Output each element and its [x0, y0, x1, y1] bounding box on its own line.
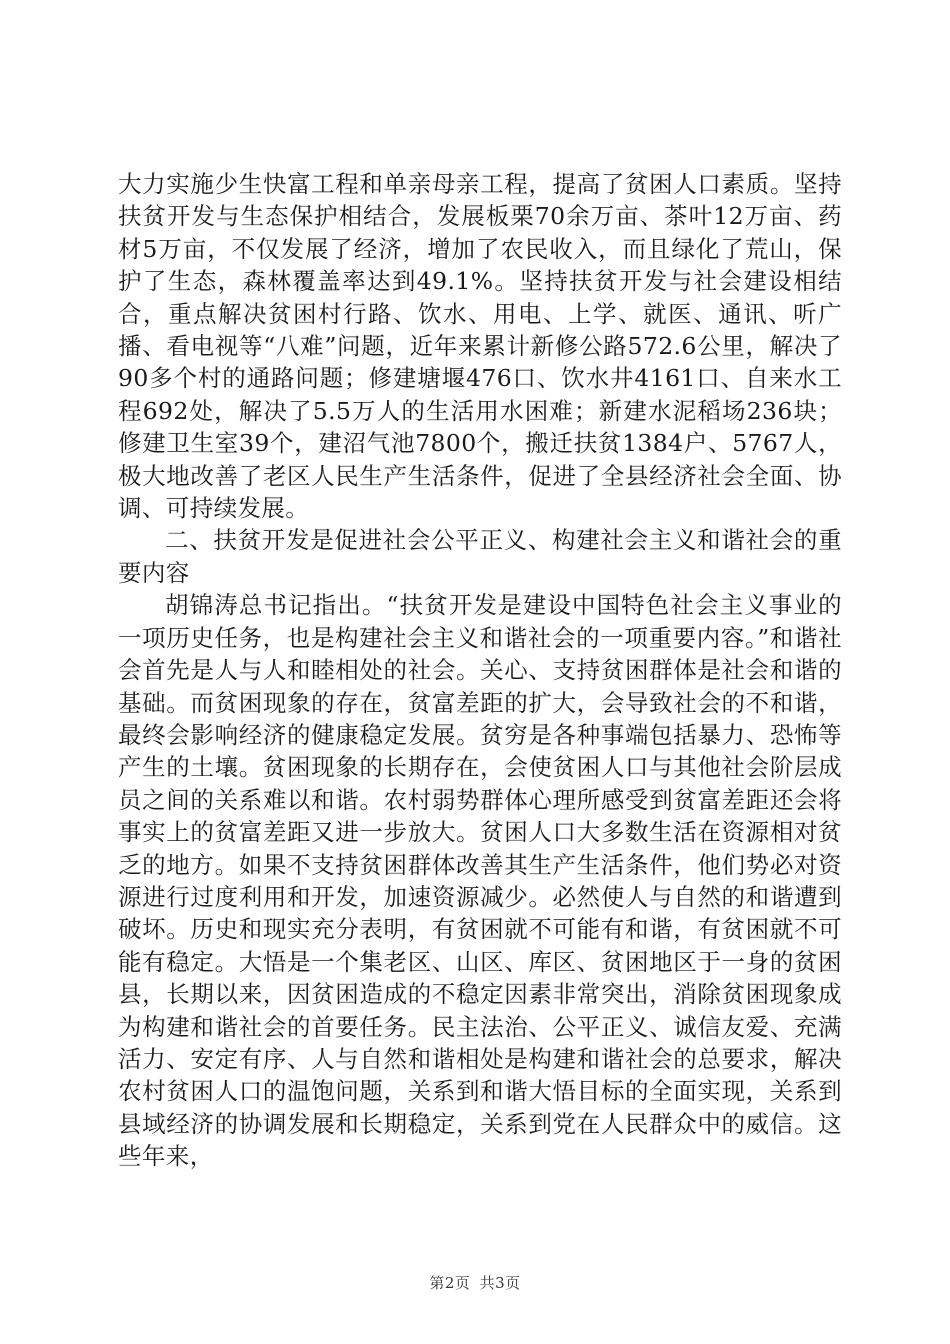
paragraph-achievements: 大力实施少生快富工程和单亲母亲工程，提高了贫困人口素质。坚持扶贫开发与生态保护相结合，发展板栗70余万亩、茶叶12万亩、药材5万亩，不仅发展了经济，增加了农民收入，而且绿化了荒山，保护了生态，森林覆盖率达到49.1%。坚持扶贫开发与社会建设相结合，重点解决贫困村行路、饮水、用电、上学、就医、通讯、听广播、看电视等“八难”问题，近年来累计新修公路572.6公里，解决了90多个村的通路问题；修建塘堰476口、饮水井4161口、自来水工程692处，解决了5.5万人的生活用水困难；新建水泥稻场236块；修建卫生室39个，建沼气池7800个，搬迁扶贫1384户、5767人，极大地改善了老区人民生产生活条件，促进了全县经济社会全面、协调、可持续发展。 [118, 170, 842, 523]
page-total: 共3页 [479, 1274, 521, 1292]
paragraph-harmony: 胡锦涛总书记指出。“扶贫开发是建设中国特色社会主义事业的一项历史任务，也是构建社会主义和谐社会的一项重要内容。”和谐社会首先是人与人和睦相处的社会。关心、支持贫困群体是社会和谐的基础。而贫困现象的存在，贫富差距的扩大，会导致社会的不和谐，最终会影响经济的健康稳定发展。贫穷是各种事端包括暴力、恐怖等产生的土壤。贫困现象的长期存在，会使贫困人口与其他社会阶层成员之间的关系难以和谐。农村弱势群体心理所感受到贫富差距还会将事实上的贫富差距又进一步放大。贫困人口大多数生活在资源相对贫乏的地方。如果不支持贫困群体改善其生产生活条件，他们势必对资源进行过度利用和开发，加速资源减少。必然使人与自然的和谐遭到破坏。历史和现实充分表明，有贫困就不可能有和谐，有贫困就不可能有稳定。大悟是一个集老区、山区、库区、贫困地区于一身的贫困县，长期以来，因贫困造成的不稳定因素非常突出，消除贫困现象成为构建和谐社会的首要任务。民主法治、公平正义、诚信友爱、充满活力、安定有序、人与自然和谐相处是构建和谐社会的总要求，解决农村贫困人口的温饱问题，关系到和谐大悟目标的全面实现，关系到县域经济的协调发展和长期稳定，关系到党在人民群众中的威信。这些年来， [118, 591, 842, 1171]
page-footer [0, 1272, 950, 1293]
section-heading-2: 二、扶贫开发是促进社会公平正义、构建社会主义和谐社会的重要内容 [118, 526, 842, 587]
document-body [118, 168, 842, 1173]
page-number: 第2页 [429, 1274, 471, 1292]
